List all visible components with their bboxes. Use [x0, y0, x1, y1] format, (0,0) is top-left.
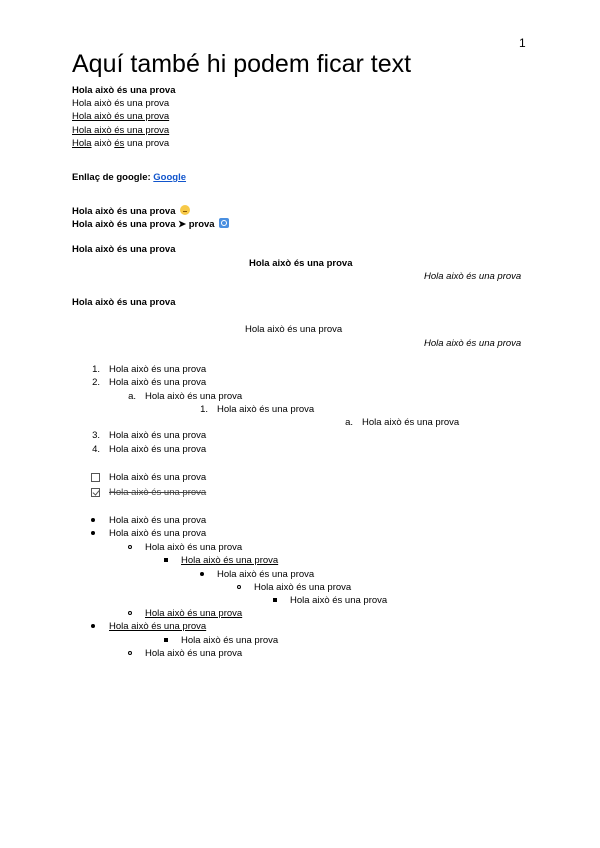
- checklist-item: Hola això és una prova: [109, 472, 207, 483]
- bullet-item-underlined: Hola això és una prova: [109, 621, 207, 632]
- link-label: Enllaç de google:: [72, 172, 154, 183]
- right-aligned-line: Hola això és una prova: [424, 271, 522, 282]
- word: això: [91, 138, 115, 149]
- word: una prova: [124, 138, 170, 149]
- bullet-item: Hola això és una prova: [145, 648, 243, 659]
- bullet-square-icon: [164, 638, 168, 642]
- list-marker: 4.: [92, 444, 100, 455]
- bullet-item: Hola això és una prova: [109, 528, 207, 539]
- text-line-mixed: [72, 138, 169, 150]
- emoji-line-text: Hola això és una prova: [72, 206, 176, 217]
- bullet-disc-icon: [91, 518, 95, 522]
- bullet-item: Hola això és una prova: [109, 515, 207, 526]
- list-item: Hola això és una prova: [145, 391, 243, 402]
- bullet-circle-icon: [128, 651, 132, 655]
- bullet-item: Hola això és una prova: [145, 542, 243, 553]
- list-item: Hola això és una prova: [362, 417, 460, 428]
- right-aligned-line: Hola això és una prova: [424, 338, 522, 349]
- bullet-circle-icon: [237, 585, 241, 589]
- list-item: Hola això és una prova: [109, 377, 207, 388]
- bullet-disc-icon: [200, 572, 204, 576]
- list-item: Hola això és una prova: [109, 444, 207, 455]
- sync-icon: [219, 218, 229, 228]
- left-aligned-line: Hola això és una prova: [72, 297, 176, 308]
- bullet-item: Hola això és una prova: [290, 595, 388, 606]
- list-marker: 1.: [92, 364, 100, 375]
- smiling-face-icon: [180, 205, 190, 215]
- google-link[interactable]: Google: [153, 172, 187, 183]
- list-marker: a.: [345, 417, 353, 428]
- link-line: [72, 172, 186, 184]
- checkbox-checked[interactable]: [91, 488, 100, 497]
- bullet-disc-icon: [91, 531, 95, 535]
- bullet-item-underlined: Hola això és una prova: [145, 608, 243, 619]
- bullet-square-icon: [273, 598, 277, 602]
- emoji-line: [72, 205, 190, 218]
- checkbox-unchecked[interactable]: [91, 473, 100, 482]
- text-line: Hola això és una prova: [72, 98, 170, 109]
- bullet-item: Hola això és una prova: [254, 582, 352, 593]
- bullet-item-underlined: Hola això és una prova: [181, 555, 279, 566]
- arrow-line-text: Hola això és una prova ➤ prova: [72, 219, 215, 230]
- arrow-line: [72, 218, 229, 231]
- list-marker: 2.: [92, 377, 100, 388]
- list-item: Hola això és una prova: [217, 404, 315, 415]
- list-item: Hola això és una prova: [109, 430, 207, 441]
- checklist-item-done: Hola això és una prova: [109, 487, 207, 498]
- center-aligned-line: Hola això és una prova: [249, 258, 353, 269]
- bullet-square-icon: [164, 558, 168, 562]
- word-underlined: és: [114, 138, 125, 149]
- bullet-circle-icon: [128, 545, 132, 549]
- bullet-circle-icon: [128, 611, 132, 615]
- list-marker: a.: [128, 391, 136, 402]
- text-line: Hola això és una prova: [72, 85, 176, 96]
- page-title: Aquí també hi podem ficar text: [72, 50, 412, 78]
- page-number: 1: [519, 36, 526, 50]
- bullet-item: Hola això és una prova: [217, 569, 315, 580]
- list-item: Hola això és una prova: [109, 364, 207, 375]
- bullet-disc-icon: [91, 624, 95, 628]
- text-line-underlined: Hola això és una prova: [72, 125, 170, 136]
- word-underlined: Hola: [72, 138, 92, 149]
- list-marker: 1.: [200, 404, 208, 415]
- center-aligned-line: Hola això és una prova: [245, 324, 343, 335]
- text-line-underlined: Hola això és una prova: [72, 111, 170, 122]
- left-aligned-line: Hola això és una prova: [72, 244, 176, 255]
- bullet-item: Hola això és una prova: [181, 635, 279, 646]
- list-marker: 3.: [92, 430, 100, 441]
